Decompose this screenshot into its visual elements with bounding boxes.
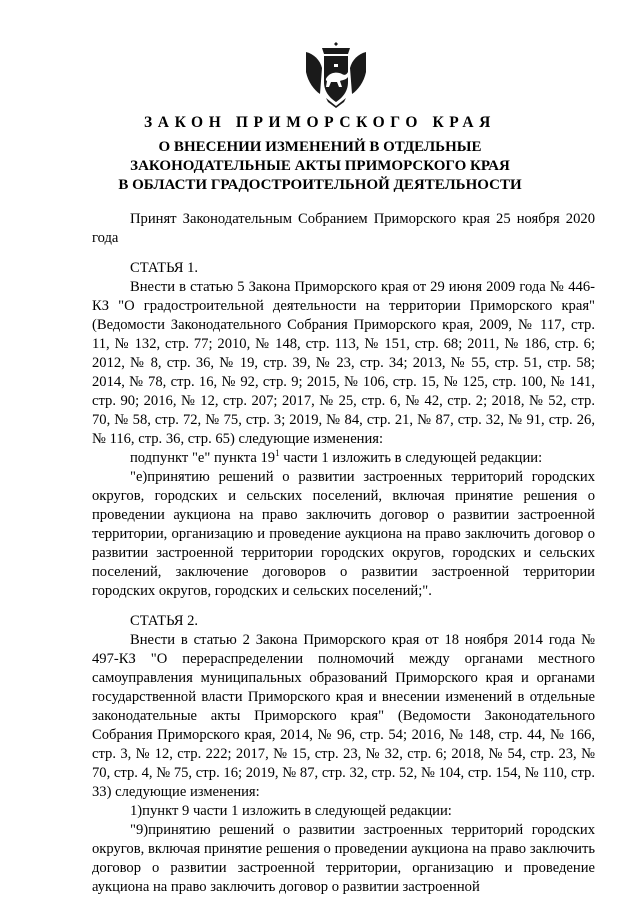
article-1-intro: Внести в статью 5 Закона Приморского края от 29 июня 2009 года № 446-КЗ "О градостроительной деятельности на территории Приморского края" (Ведомости Законодательного Собрания Приморского края, 2009, № 117, стр. 11, № 132, стр. 77; 2010, № 148, стр. 113, № 151, стр. 68; 2011, № 186, стр. 6; 2012, № 8, стр. 36, № 19, стр. 39, № 23, стр. 34; 2013, № 55, стр. 51, стр. 58; 2014, № 78, стр. 16, № 92, стр. 9; 2015, № 106, стр. 15, № 125, стр. 100, № 141, стр. 90; 2016, № 12, стр. 207; 2017, № 25, стр. 6, № 42, стр. 2; 2018, № 52, стр. 70, № 58, стр. 72, № 75, стр. 3; 2019, № 84, стр. 21, № 87, стр. 32, № 91, стр. 26, № 116, стр. 36, стр. 65) следующие изменения: — [92, 279, 595, 447]
article-2-heading: СТАТЬЯ 2. — [130, 613, 199, 629]
article-2-quote: "9)принятию решений о развитии застроенных территорий городских округов, включая принятие решения о проведении аукциона на право заключить договор о развитии застроенной территории, организацию и проведение аукциона на право заключить договор о развитии застроенной — [92, 822, 595, 895]
article-2-intro: Внести в статью 2 Закона Приморского края от 18 ноября 2014 года № 497-КЗ "О перераспределении полномочий между органами местного самоуправления муниципальных образований Приморского края и органами государственной власти Приморского края и внесении изменений в отдельные законодательные акты Приморского края" (Ведомости Законодательного Собрания Приморского края, 2014, № 96, стр. 54; 2016, № 148, стр. 44, № 166, стр. 3, № 12, стр. 222; 2017, № 15, стр. 23, № 32, стр. 6; 2018, № 54, стр. 23, № 70, стр. 4, № 75, стр. 16; 2019, № 87, стр. 32, стр. 52, № 104, стр. 154, № 110, стр. 33) следующие изменения: — [92, 632, 595, 800]
subtitle-line: ЗАКОНОДАТЕЛЬНЫЕ АКТЫ ПРИМОРСКОГО КРАЯ — [130, 158, 510, 174]
coat-of-arms-icon — [304, 42, 368, 108]
adoption-statement: Принят Законодательным Собранием Приморского края 25 ноября 2020 года — [92, 211, 595, 246]
subtitle-line: О ВНЕСЕНИИ ИЗМЕНЕНИЙ В ОТДЕЛЬНЫЕ — [158, 139, 482, 155]
article-1-subpoint — [92, 449, 595, 468]
law-title: ЗАКОН ПРИМОРСКОГО КРАЯ — [144, 114, 496, 131]
article-2-item-1: 1)пункт 9 части 1 изложить в следующей редакции: — [130, 803, 452, 819]
subtitle-line: В ОБЛАСТИ ГРАДОСТРОИТЕЛЬНОЙ ДЕЯТЕЛЬНОСТИ — [118, 177, 522, 193]
article-1-quote: "е)принятию решений о развитии застроенных территорий городских округов, городских и сельских поселений, включая принятие решения о проведении аукциона на право заключить договор о развитии застроенной территории, организацию и проведение аукциона на право заключить договор о развитии застроенной территории городских округов, городских и сельских поселений, заключение договоров о развитии застроенной территории городских округов, городских и сельских поселений;". — [92, 469, 595, 599]
document-body — [92, 210, 595, 897]
article-1-heading: СТАТЬЯ 1. — [130, 260, 199, 276]
law-subtitle — [0, 138, 640, 195]
subpoint-text-end: части 1 изложить в следующей редакции: — [279, 450, 543, 466]
subpoint-superscript: 1 — [275, 448, 280, 459]
subpoint-text: подпункт "е" пункта 19 — [130, 450, 276, 466]
